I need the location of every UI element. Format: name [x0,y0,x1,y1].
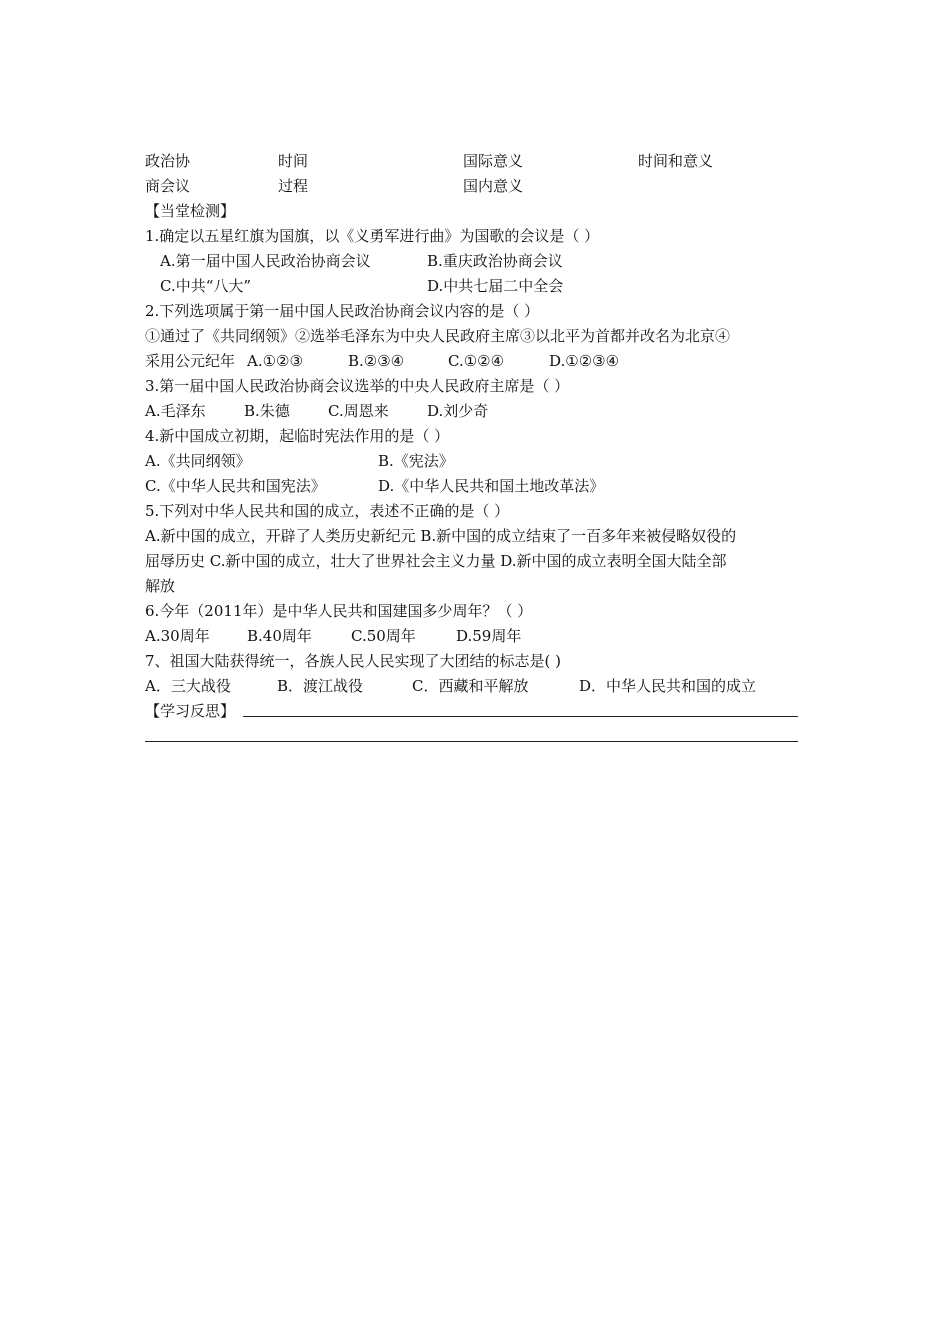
question-2-stem: 2.下列选项属于第一届中国人民政治协商会议内容的是（ ） [145,302,540,320]
question-1-option-c: C.中共“八大” [160,277,252,295]
question-2-option-c: C.①②④ [448,352,505,370]
question-5-options-line-2: 屈辱历史 C.新中国的成立，壮大了世界社会主义力量 D.新中国的成立表明全国大陆全部 [145,552,727,570]
reflection-answer-line [145,741,798,742]
table-cell: 时间 [278,152,309,170]
question-4-stem: 4.新中国成立初期，起临时宪法作用的是（ ） [145,427,450,445]
question-4-option-c: C.《中华人民共和国宪法》 [145,477,326,495]
question-3-option-d: D.刘少奇 [427,402,489,420]
question-2-option-d: D.①②③④ [549,352,620,370]
question-1-option-b: B.重庆政治协商会议 [427,252,563,270]
question-6-stem: 6.今年（2011年）是中华人民共和国建国多少周年？（ ） [145,602,533,620]
question-7-option-c: C．西藏和平解放 [412,677,529,695]
question-6-option-a: A.30周年 [145,627,210,645]
question-2-statements: ①通过了《共同纲领》②选举毛泽东为中央人民政府主席③以北平为首都并改名为北京④ [145,327,731,345]
question-4-option-d: D.《中华人民共和国土地改革法》 [378,477,605,495]
question-7-stem: 7、祖国大陆获得统一，各族人民人民实现了大团结的标志是( ) [145,652,562,670]
section-heading-check: 【当堂检测】 [145,202,236,220]
question-6-option-c: C.50周年 [351,627,416,645]
question-7-option-a: A．三大战役 [145,677,231,695]
question-1-stem: 1.确定以五星红旗为国旗，以《义勇军进行曲》为国歌的会议是（ ） [145,227,600,245]
table-cell: 商会议 [145,177,191,195]
question-5-options-line-1: A.新中国的成立，开辟了人类历史新纪元 B.新中国的成立结束了一百多年来被侵略奴役的 [145,527,737,545]
question-3-option-b: B.朱德 [244,402,290,420]
table-cell: 时间和意义 [638,152,714,170]
question-4-option-b: B.《宪法》 [378,452,454,470]
question-5-options-line-3: 解放 [145,577,176,595]
question-7-option-d: D．中华人民共和国的成立 [579,677,757,695]
question-4-option-a: A.《共同纲领》 [145,452,251,470]
question-3-option-a: A.毛泽东 [145,402,206,420]
reflection-answer-line [243,716,798,717]
question-7-option-b: B．渡江战役 [277,677,364,695]
question-2-statement-4: 采用公元纪年 [145,352,236,370]
question-2-option-b: B.②③④ [348,352,405,370]
table-cell: 国内意义 [463,177,524,195]
question-5-stem: 5.下列对中华人民共和国的成立，表述不正确的是（ ） [145,502,510,520]
question-6-option-d: D.59周年 [456,627,522,645]
question-1-option-d: D.中共七届二中全会 [427,277,564,295]
section-heading-reflect: 【学习反思】 [145,702,236,720]
table-cell: 国际意义 [463,152,524,170]
table-cell: 过程 [278,177,309,195]
question-3-stem: 3.第一届中国人民政治协商会议选举的中央人民政府主席是（ ） [145,377,570,395]
question-3-option-c: C.周恩来 [328,402,389,420]
question-2-option-a: A.①②③ [247,352,303,370]
question-1-option-a: A.第一届中国人民政治协商会议 [160,252,371,270]
table-cell: 政治协 [145,152,191,170]
question-6-option-b: B.40周年 [247,627,312,645]
